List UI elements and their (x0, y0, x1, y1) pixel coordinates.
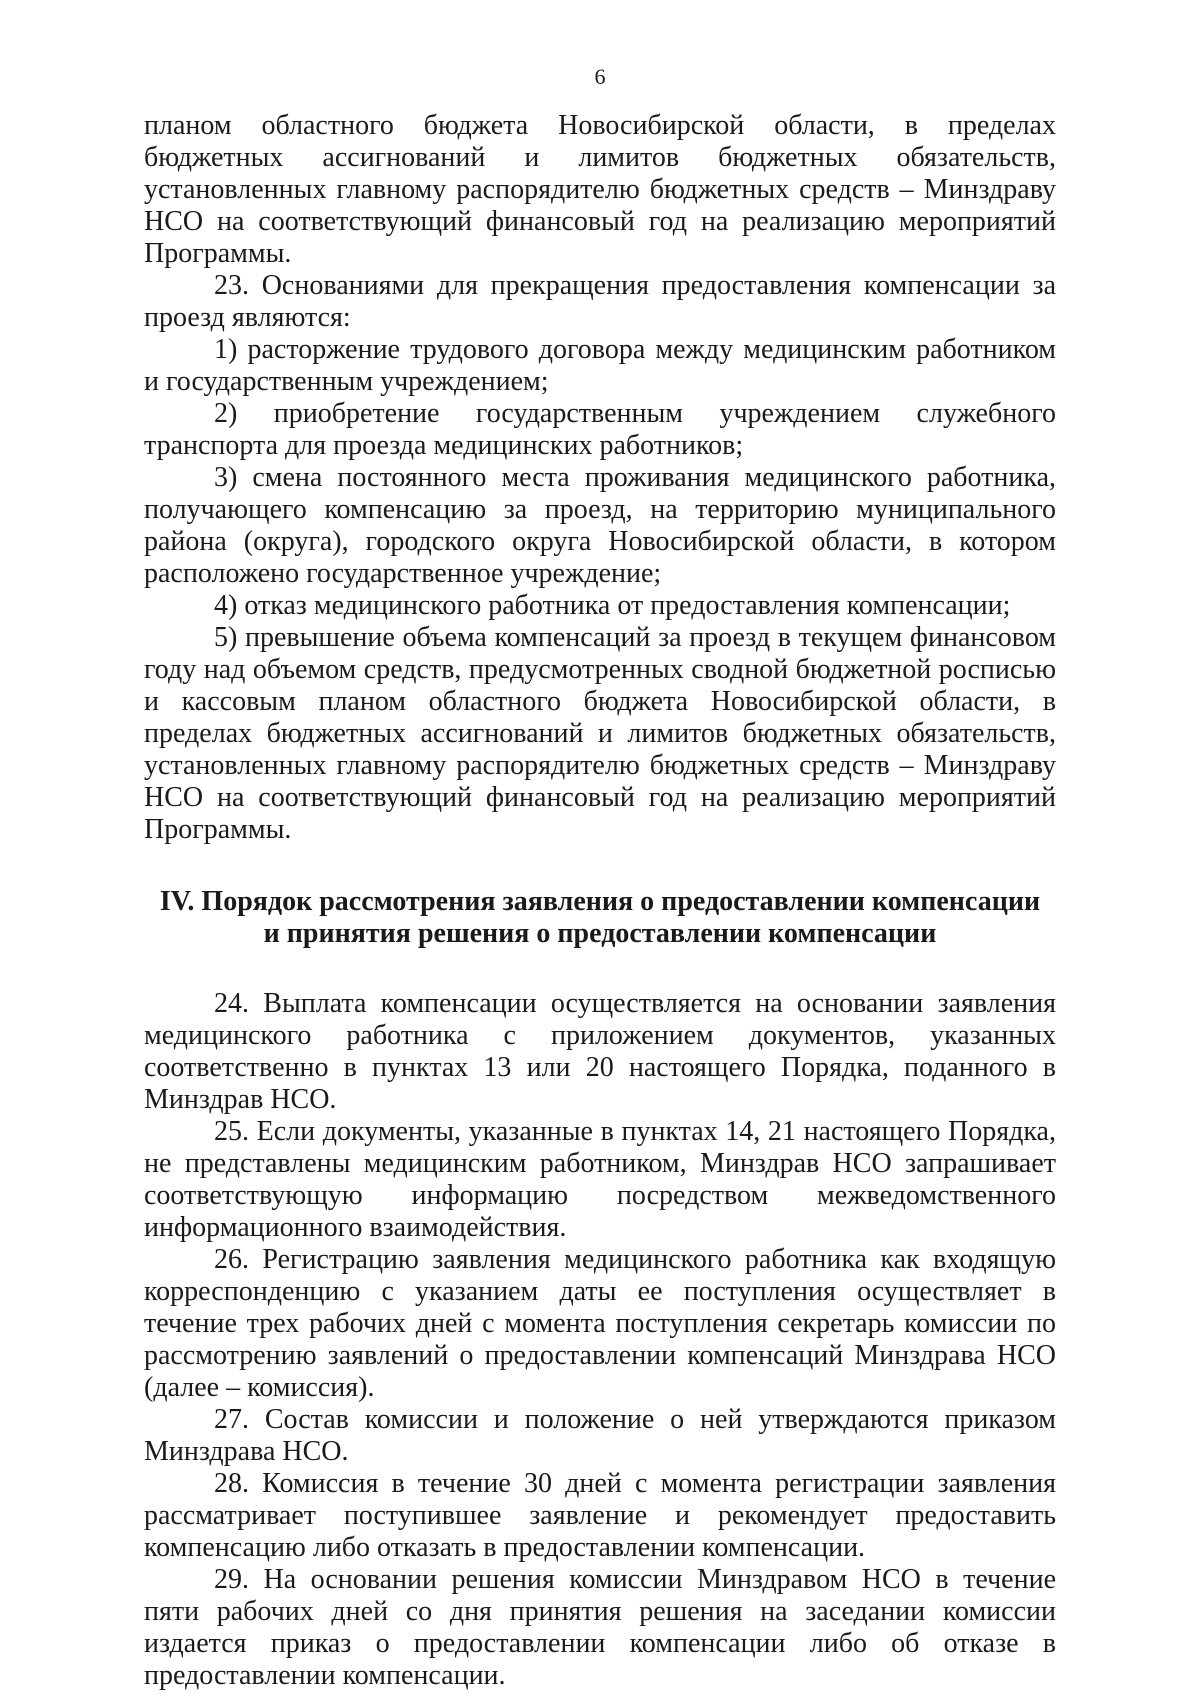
list-item-4: 4) отказ медицинского работника от предоставления компенсации; (214, 590, 1011, 621)
section-heading (144, 886, 1056, 950)
paragraph-26: 26. Регистрацию заявления медицинского работника как входящую корреспонденцию с указанием даты ее поступления осуществляет в течение трех рабочих дней с момента поступления секретарь комиссии по рассмотрению заявлений о предоставлении компенсаций Минздрава НСО (далее – комиссия). (144, 1244, 1056, 1403)
paragraph-28: 28. Комиссия в течение 30 дней с момента регистрации заявления рассматривает поступившее заявление и рекомендует предоставить компенсацию либо отказать в предоставлении компенсации. (144, 1468, 1056, 1563)
paragraph-29: 29. На основании решения комиссии Минздравом НСО в течение пяти рабочих дней со дня принятия решения на заседании комиссии издается приказ о предоставлении компенсации либо об отказе в предоставлении компенсации. (144, 1564, 1056, 1691)
page-number: 6 (594, 64, 606, 89)
paragraph-24: 24. Выплата компенсации осуществляется на основании заявления медицинского работника с приложением документов, указанных соответственно в пунктах 13 или 20 настоящего Порядка, поданного в Минздрав НСО. (144, 988, 1056, 1115)
section-heading-line-2: и принятия решения о предоставлении компенсации (263, 918, 937, 949)
document-body (144, 110, 1056, 1692)
paragraph-continuation: планом областного бюджета Новосибирской области, в пределах бюджетных ассигнований и лимитов бюджетных обязательств, установленных главному распорядителю бюджетных средств – Минздраву НСО на соответствующий финансовый год на реализацию мероприятий Программы. (144, 110, 1056, 269)
list-item-1: 1) расторжение трудового договора между медицинским работником и государственным учреждением; (144, 334, 1056, 397)
paragraph-23: 23. Основаниями для прекращения предоставления компенсации за проезд являются: (144, 270, 1056, 333)
list-item-5: 5) превышение объема компенсаций за проезд в текущем финансовом году над объемом средств, предусмотренных сводной бюджетной росписью и кассовым планом областного бюджета Новосибирской области, в пределах бюджетных ассигнований и лимитов бюджетных обязательств, установленных главному распорядителю бюджетных средств – Минздраву НСО на соответствующий финансовый год на реализацию мероприятий Программы. (144, 622, 1056, 845)
paragraph-27: 27. Состав комиссии и положение о ней утверждаются приказом Минздрава НСО. (144, 1404, 1056, 1467)
paragraph-25: 25. Если документы, указанные в пунктах 14, 21 настоящего Порядка, не представлены медицинским работником, Минздрав НСО запрашивает соответствующую информацию посредством межведомственного информационного взаимодействия. (144, 1116, 1056, 1243)
section-heading-line-1: IV. Порядок рассмотрения заявления о предоставлении компенсации (159, 886, 1041, 917)
list-item-3: 3) смена постоянного места проживания медицинского работника, получающего компенсацию за проезд, на территорию муниципального района (округа), городского округа Новосибирской области, в котором расположено государственное учреждение; (144, 462, 1056, 589)
list-item-2: 2) приобретение государственным учреждением служебного транспорта для проезда медицинских работников; (144, 398, 1056, 461)
